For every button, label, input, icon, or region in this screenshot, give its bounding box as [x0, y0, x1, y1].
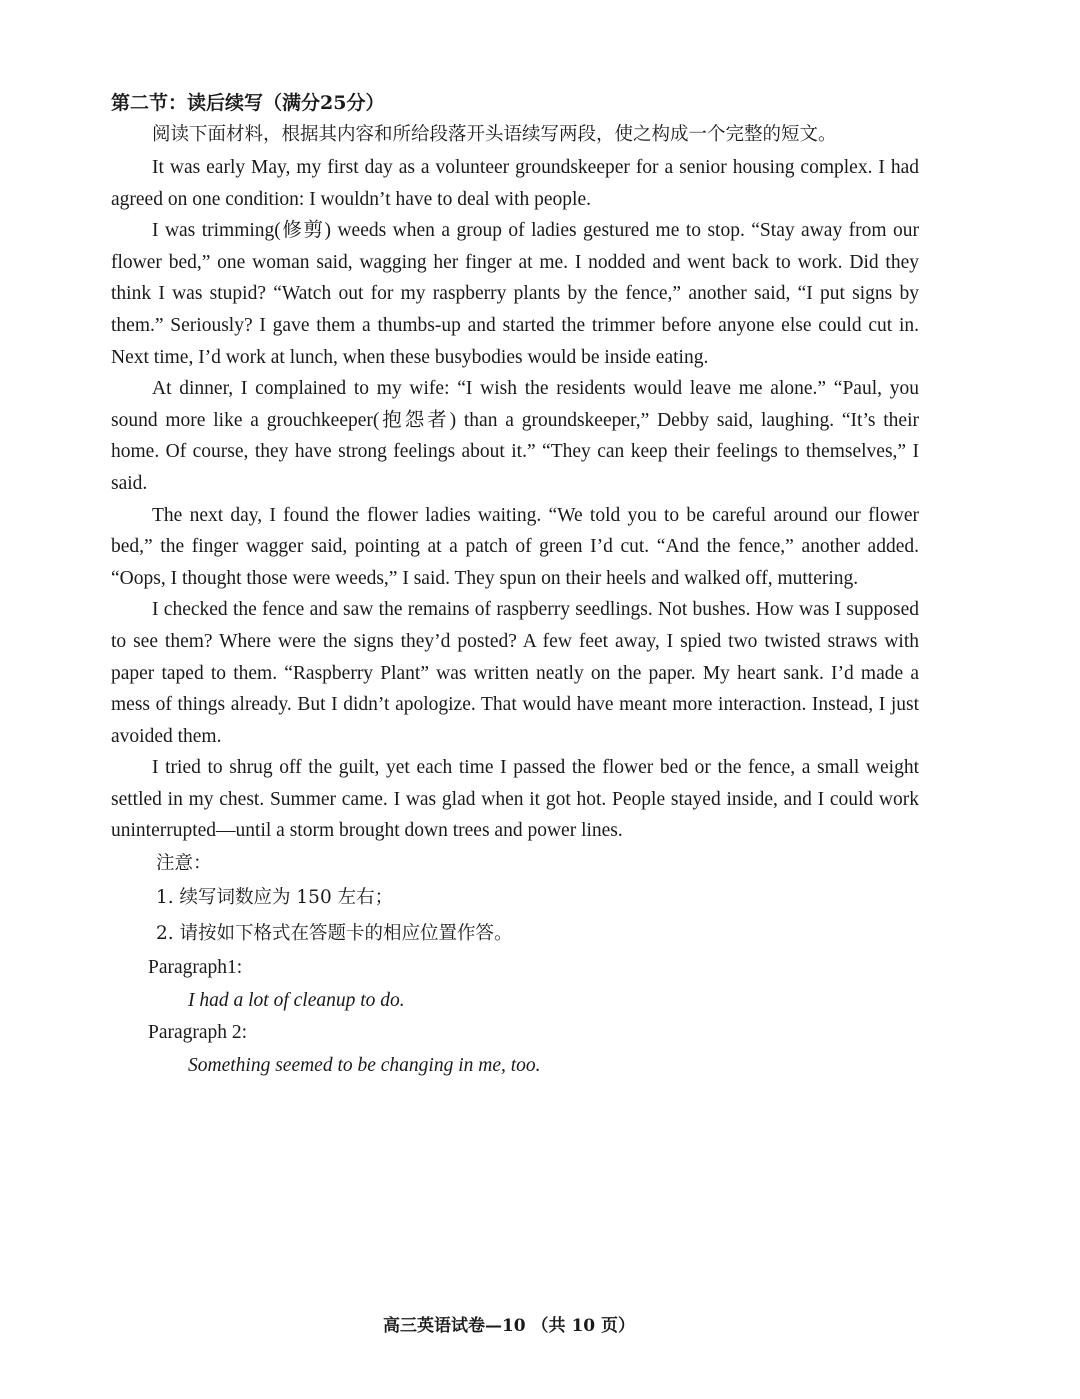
note-item: 2. 请按如下格式在答题卡的相应位置作答。 — [156, 923, 513, 945]
paragraph1-opening: I had a lot of cleanup to do. — [188, 989, 405, 1011]
paragraph1-label: Paragraph1: — [148, 957, 243, 979]
passage-paragraph: It was early May, my first day as a volunteer groundskeeper for a senior housing complex. I had agreed on one condition: I wouldn’t have to deal with people. — [111, 157, 919, 210]
passage-paragraph: I was trimming(修剪) weeds when a group of ladies gestured me to stop. “Stay away from our flower bed,” one woman said, wagging her finger at me. I nodded and went back to work. Did they think I was stupid? “Watch out for my raspberry plants by the fence,” another said, “I put signs by them.” Seriously? I gave them a thumbs-up and started the trimmer before anyone else could cut in. Next time, I’d work at lunch, when these busybodies would be inside eating. — [111, 220, 919, 368]
exam-page — [111, 88, 919, 1082]
reading-passage — [111, 152, 919, 847]
notes-block — [111, 847, 919, 952]
section-title: 第二节：读后续写（满分25分） — [111, 92, 385, 114]
notes-heading: 注意： — [156, 853, 212, 875]
section-instruction: 阅读下面材料，根据其内容和所给段落开头语续写两段，使之构成一个完整的短文。 — [152, 124, 837, 145]
paragraph2-label: Paragraph 2: — [148, 1022, 248, 1044]
page-footer: 高三英语试卷—10 （共 10 页） — [382, 1316, 636, 1336]
paragraph2-opening: Something seemed to be changing in me, too. — [188, 1054, 541, 1076]
note-item: 1. 续写词数应为 150 左右； — [156, 887, 394, 909]
passage-paragraph: The next day, I found the flower ladies waiting. “We told you to be careful around our flower bed,” the finger wagger said, pointing at a patch of green I’d cut. “And the fence,” another added. “Oops, I thought those were weeds,” I said. They spun on their heels and walked off, muttering. — [111, 504, 919, 589]
passage-paragraph: I checked the fence and saw the remains of raspberry seedlings. Not bushes. How was I supposed to see them? Where were the signs they’d posted? A few feet away, I spied two twisted straws with paper taped to them. “Raspberry Plant” was written neatly on the paper. My heart sank. I’d made a mess of things already. But I didn’t apologize. That would have meant more interaction. Instead, I just avoided them. — [111, 599, 919, 747]
passage-paragraph: At dinner, I complained to my wife: “I wish the residents would leave me alone.” “Paul, you sound more like a grouchkeeper(抱怨者) than a groundskeeper,” Debby said, laughing. “It’s their home. Of course, they have strong feelings about it.” “They can keep their feelings to themselves,” I said. — [111, 378, 919, 494]
passage-paragraph: I tried to shrug off the guilt, yet each time I passed the flower bed or the fence, a small weight settled in my chest. Summer came. I was glad when it got hot. People stayed inside, and I could work uninterrupted—until a storm brought down trees and power lines. — [111, 757, 919, 842]
